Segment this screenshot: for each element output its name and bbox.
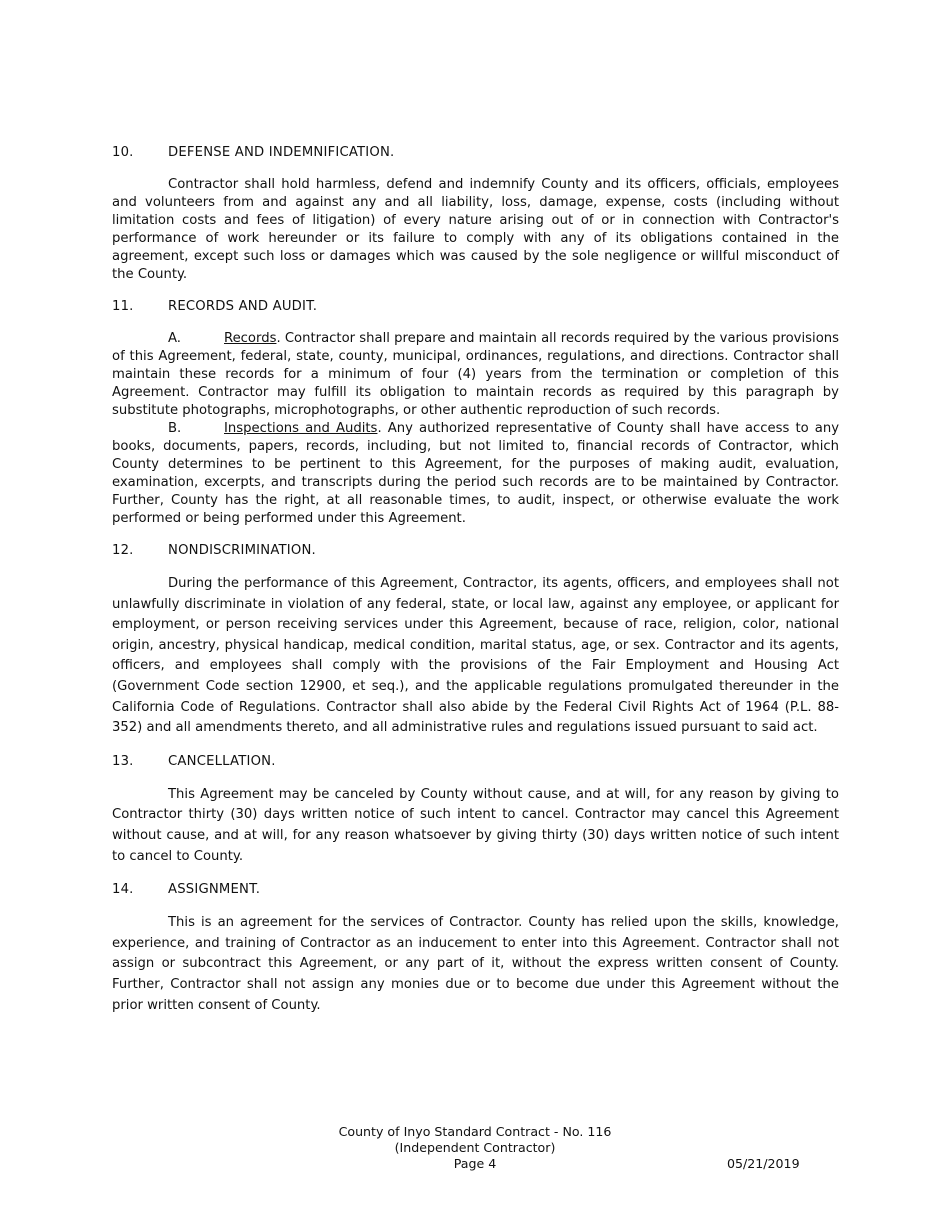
section-number: 14. xyxy=(112,882,134,898)
section-13-heading xyxy=(112,753,839,771)
section-14-body: This is an agreement for the services of Contractor. County has relied upon the skills, knowledge, experience, and training of Contractor as an inducement to enter into this Agreement. Contractor shall not assign or subcontract this Agreement, or any part of it, without the express written consent of County. Further, Contractor shall not assign any monies due or to become due under this Agreement without the prior written consent of County. xyxy=(112,915,839,1013)
section-14-heading xyxy=(112,881,839,899)
section-number: 12. xyxy=(112,543,134,558)
section-11-heading xyxy=(112,298,839,316)
section-12-heading xyxy=(112,542,839,560)
section-title: ASSIGNMENT. xyxy=(168,882,261,898)
section-number: 11. xyxy=(112,299,134,314)
subsection-title: Records xyxy=(224,331,277,346)
section-10-body: Contractor shall hold harmless, defend and indemnify County and its officers, officials, employees and volunteers from and against any and all liability, loss, damage, expense, costs (including without limitation costs and fees of litigation) of every nature arising out of or in connection with Contractor's performance of work hereunder or its failure to comply with any of its obligations contained in the agreement, except such loss or damages which was caused by the sole negligence or willful misconduct of the County. xyxy=(112,177,839,282)
section-title: NONDISCRIMINATION. xyxy=(168,543,316,558)
section-13-body: This Agreement may be canceled by County without cause, and at will, for any reason by giving to Contractor thirty (30) days written notice of such intent to cancel. Contractor may cancel this Agreement without cause, and at will, for any reason whatsoever by giving thirty (30) days written notice of such intent to cancel to County. xyxy=(112,786,839,864)
subsection-letter: B. xyxy=(168,421,182,436)
subsection-b xyxy=(112,420,839,528)
footer-page-number: Page 4 xyxy=(453,1156,497,1171)
document-page xyxy=(112,144,839,1030)
footer-contract-type: (Independent Contractor) xyxy=(394,1140,556,1155)
subsection-letter: A. xyxy=(168,331,181,346)
footer-contract-title: County of Inyo Standard Contract - No. 116 xyxy=(338,1124,612,1139)
section-number: 10. xyxy=(112,145,134,160)
footer-date: 05/21/2019 xyxy=(727,1156,800,1171)
section-title: DEFENSE AND INDEMNIFICATION. xyxy=(168,145,395,160)
section-number: 13. xyxy=(112,753,134,769)
section-title: RECORDS AND AUDIT. xyxy=(168,299,318,314)
section-10-heading xyxy=(112,144,839,162)
subsection-body: . Any authorized representative of County shall have access to any books, documents, papers, records, including, but not limited to, financial records of Contractor, which County determines to be pertinent to this Agreement, for the purposes of making audit, evaluation, examination, excerpts, and transcripts during the period such records are to be maintained by Contractor. Further, County has the right, at all reasonable times, to audit, inspect, or otherwise evaluate the work performed or being performed under this Agreement. xyxy=(112,421,840,526)
subsection-title: Inspections and Audits xyxy=(224,421,378,436)
section-12-body: During the performance of this Agreement, Contractor, its agents, officers, and employees shall not unlawfully discriminate in violation of any federal, state, or local law, against any employee, or applicant for employment, or person receiving services under this Agreement, because of race, religion, color, national origin, ancestry, physical handicap, medical condition, marital status, age, or sex. Contractor and its agents, officers, and employees shall comply with the provisions of the Fair Employment and Housing Act (Government Code section 12900, et seq.), and the applicable regulations promulgated thereunder in the California Code of Regulations. Contractor shall also abide by the Federal Civil Rights Act of 1964 (P.L. 88-352) and all amendments thereto, and all administrative rules and regulations issued pursuant to said act. xyxy=(112,576,839,736)
subsection-a xyxy=(112,330,839,420)
subsection-body: . Contractor shall prepare and maintain all records required by the various provisions of this Agreement, federal, state, county, municipal, ordinances, regulations, and directions. Contractor shall maintain these records for a minimum of four (4) years from the termination or completion of this Agreement. Contractor may fulfill its obligation to maintain records as required by this paragraph by substitute photographs, microphotographs, or other authentic reproduction of such records. xyxy=(112,331,839,418)
page-footer xyxy=(0,1124,950,1172)
section-title: CANCELLATION. xyxy=(168,753,276,769)
